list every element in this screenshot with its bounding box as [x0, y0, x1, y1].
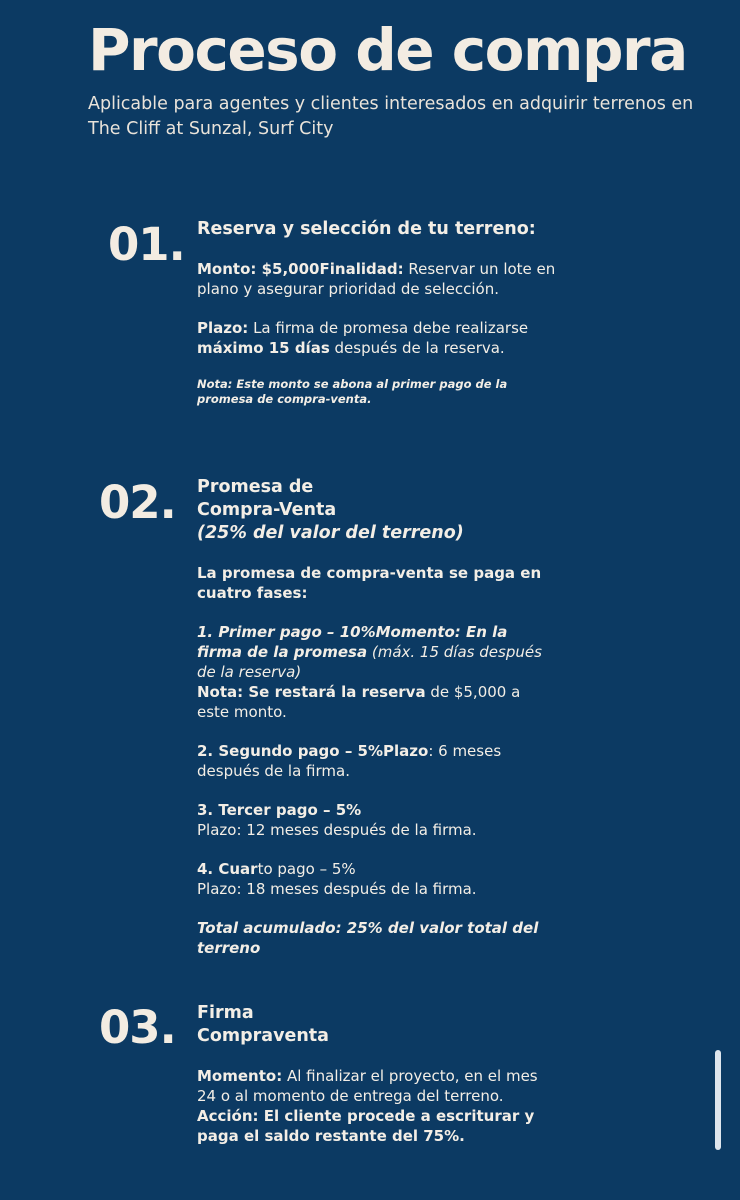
plazo-bold: máximo 15 días	[197, 339, 330, 357]
momento-text: Al finalizar el proyecto, en el mes 24 o al momento de entrega del terreno.	[197, 1067, 538, 1105]
payment-3-title: 3. Tercer pago – 5%	[197, 801, 362, 819]
accion-text: El cliente procede a escriturar y paga el saldo restante del 75%.	[197, 1107, 535, 1145]
step-02-heading-line3: (25% del valor del terreno)	[197, 523, 464, 543]
step-01-heading: Reserva y selección de tu terreno:	[197, 219, 536, 239]
step-03-heading-line1: Firma	[197, 1003, 254, 1023]
payment-2	[197, 741, 557, 781]
step-01-note: Nota: Este monto se abona al primer pago de la promesa de compra-venta.	[197, 377, 508, 406]
step-03-detail	[197, 1066, 557, 1146]
step-03-heading-line2: Compraventa	[197, 1026, 329, 1046]
payment-4-text: 18 meses después de la firma.	[241, 880, 477, 898]
finalidad-label: Finalidad:	[319, 260, 404, 278]
payment-4-label: Plazo:	[197, 880, 242, 898]
payment-4-title-rest: to pago – 5%	[257, 860, 356, 878]
step-02-heading-line2: Compra-Venta	[197, 500, 337, 520]
step-number-03: 03.	[99, 1001, 176, 1054]
payment-4-title: 4. Cuar	[197, 860, 258, 878]
step-number-02: 02.	[99, 476, 176, 529]
finalidad-text: Reservar un lote en plano y asegurar prioridad de selección.	[197, 260, 556, 298]
payment-3-label: Plazo:	[197, 821, 242, 839]
total-accumulated: Total acumulado: 25% del valor total del terreno	[197, 919, 539, 957]
payment-1-note-text: de $5,000 a este monto.	[197, 683, 521, 721]
page-title: Proceso de compra	[88, 16, 687, 84]
monto-label: Monto:	[197, 260, 262, 278]
step-01-plazo	[197, 318, 557, 358]
payment-2-title: 2. Segundo pago – 5%Plazo	[197, 742, 429, 760]
payment-1-title: 1. Primer pago – 10%Momento: En la firma de la promesa	[197, 623, 508, 661]
plazo-text-2: después de la reserva.	[329, 339, 505, 357]
step-02-heading-line1: Promesa de	[197, 477, 314, 497]
step-01-monto	[197, 259, 557, 299]
accion-label: Acción:	[197, 1107, 259, 1125]
page-subtitle: Aplicable para agentes y clientes interesados en adquirir terrenos en The Cliff at Sunzal, Surf City	[88, 94, 694, 139]
payment-1-detail: (máx. 15 días después de la reserva)	[197, 643, 542, 681]
payment-3	[197, 800, 557, 840]
plazo-text-1: La firma de promesa debe realizarse	[248, 319, 529, 337]
vertical-scrollbar[interactable]	[715, 1050, 721, 1150]
step-02-block	[197, 476, 557, 958]
payment-3-text: 12 meses después de la firma.	[241, 821, 477, 839]
step-number-01: 01.	[108, 218, 185, 271]
payment-1-note-label: Nota: Se restará la reserva	[197, 683, 426, 701]
plazo-label: Plazo:	[197, 319, 249, 337]
step-01-block	[197, 218, 557, 407]
monto-value: $5,000	[261, 260, 320, 278]
step-02-heading	[197, 476, 557, 545]
step-03-block	[197, 1002, 557, 1146]
step-03-heading	[197, 1002, 557, 1048]
payment-2-text: : 6 meses después de la firma.	[197, 742, 502, 780]
payment-1	[197, 622, 557, 722]
step-02-intro: La promesa de compra-venta se paga en cuatro fases:	[197, 564, 542, 602]
momento-label: Momento:	[197, 1067, 283, 1085]
payment-4	[197, 859, 557, 899]
